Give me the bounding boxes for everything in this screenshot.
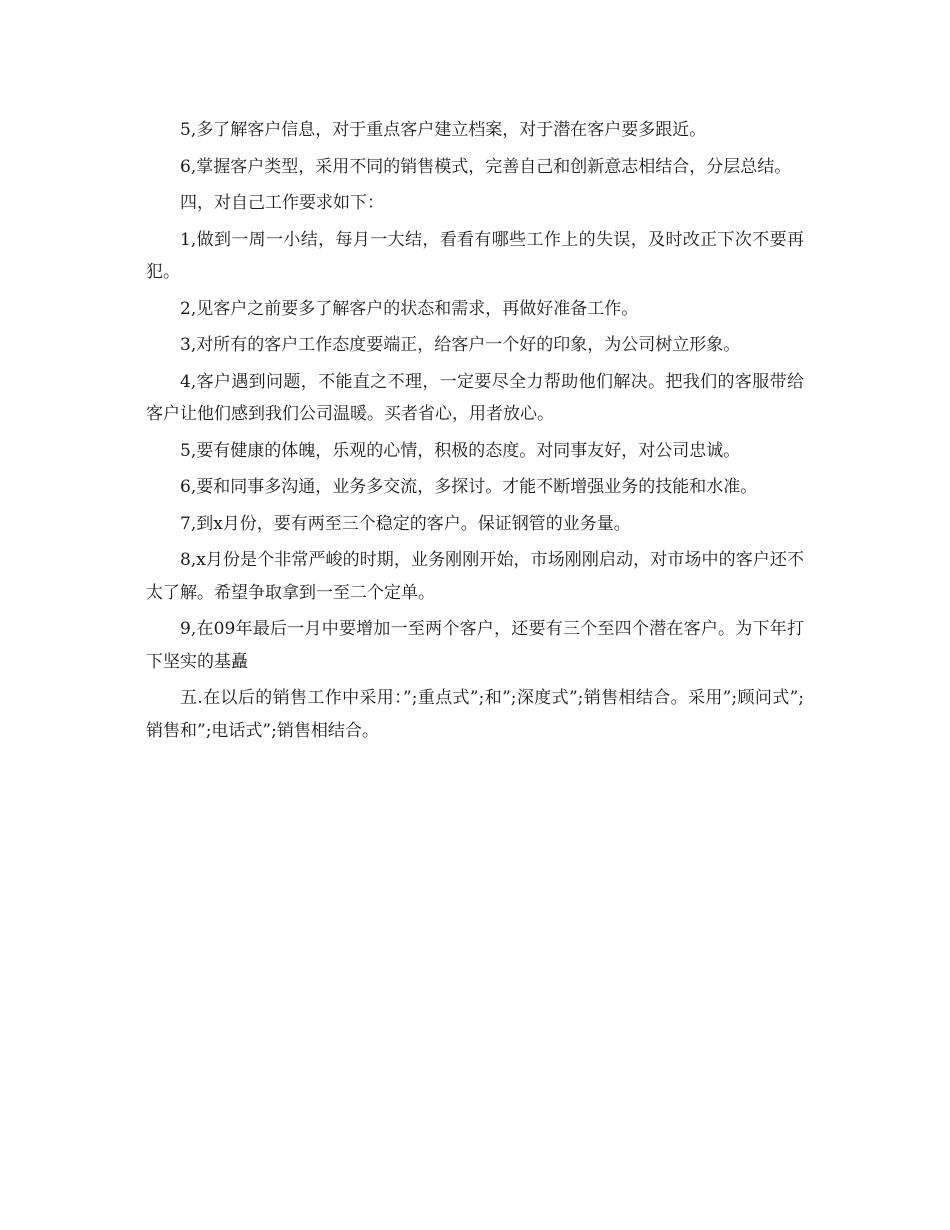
paragraph: 6,要和同事多沟通，业务多交流，多探讨。才能不断增强业务的技能和水准。 <box>180 477 758 497</box>
paragraph: 8,x月份是个非常严峻的时期，业务刚刚开始，市场刚刚启动，对市场中的客户还不太了解。希望争取拿到一至二个定单。 <box>146 550 804 603</box>
paragraph: 5,多了解客户信息，对于重点客户建立档案，对于潜在客户要多跟近。 <box>180 120 707 140</box>
paragraph: 9,在09年最后一月中要增加一至两个客户，还要有三个至四个潜在客户。为下年打下坚实的基矗 <box>146 619 804 672</box>
paragraph: 2,见客户之前要多了解客户的状态和需求，再做好准备工作。 <box>180 298 639 319</box>
section-heading: 四，对自己工作要求如下： <box>180 193 384 213</box>
paragraph: 1,做到一周一小结，每月一大结，看看有哪些工作上的失误，及时改正下次不要再犯。 <box>146 229 804 282</box>
document-body <box>146 114 804 751</box>
paragraph: 4,客户遇到问题，不能直之不理，一定要尽全力帮助他们解决。把我们的客服带给客户让他们感到我们公司温暖。买者省心，用者放心。 <box>146 371 804 424</box>
paragraph: 5,要有健康的体魄，乐观的心情，积极的态度。对同事友好，对公司忠诚。 <box>180 440 741 461</box>
paragraph: 3,对所有的客户工作态度要端正，给客户一个好的印象，为公司树立形象。 <box>180 335 741 355</box>
paragraph: 7,到x月份，要有两至三个稳定的客户。保证钢管的业务量。 <box>180 513 631 534</box>
paragraph: 6,掌握客户类型，采用不同的销售模式，完善自己和创新意志相结合，分层总结。 <box>180 156 792 177</box>
paragraph: 五.在以后的销售工作中采用：”;重点式”;和”;深度式”;销售相结合。采用”;顾问式”;销售和”;电话式”;销售相结合。 <box>146 688 804 741</box>
